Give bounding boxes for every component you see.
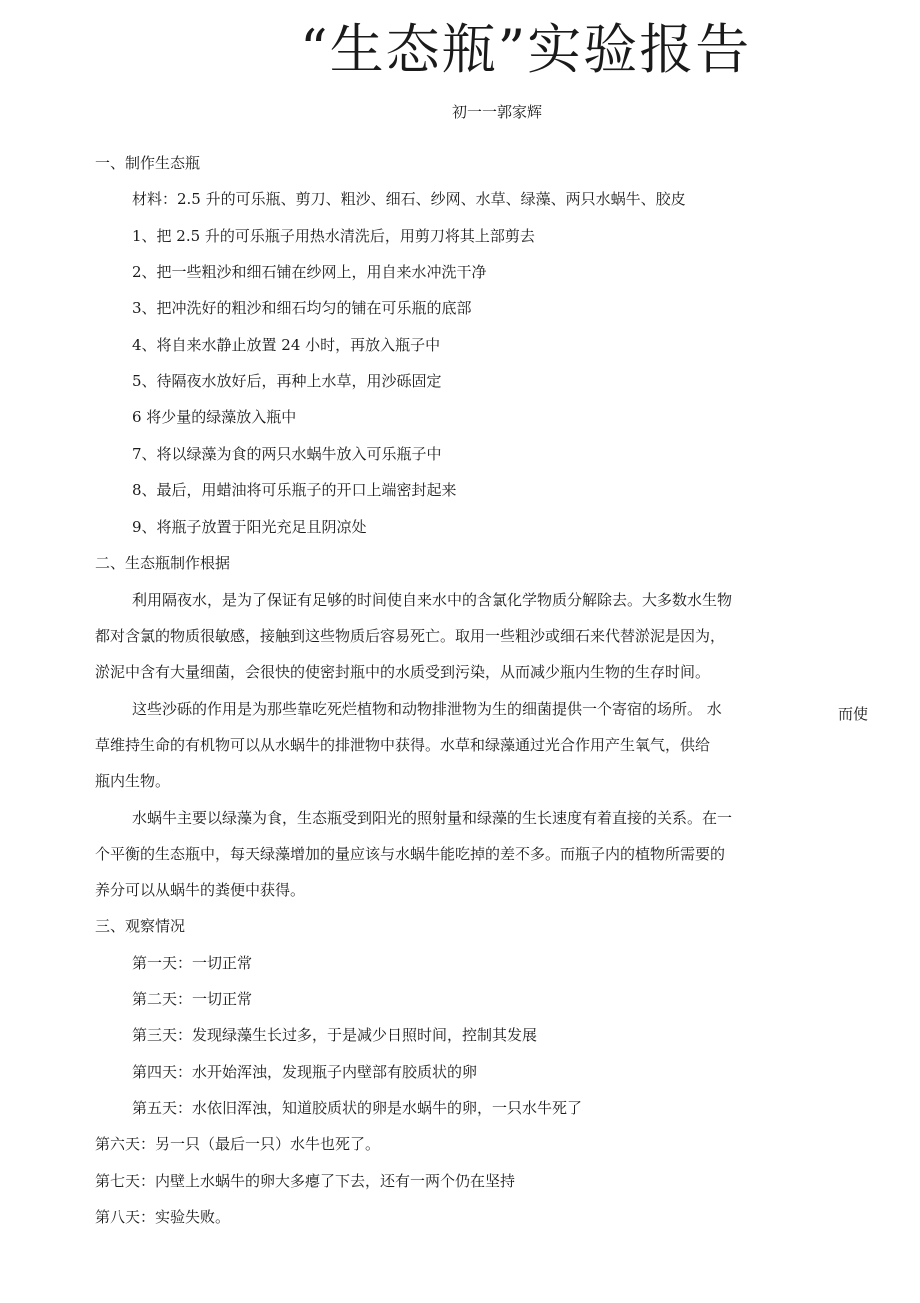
paragraph-line: 草维持生命的有机物可以从水蜗牛的排泄物中获得。水草和绿藻通过光合作用产生氧气，供给 bbox=[95, 736, 711, 754]
step-line: 3、把冲洗好的粗沙和细石均匀的铺在可乐瓶的底部 bbox=[132, 299, 472, 317]
side-note: 而使 bbox=[838, 705, 869, 723]
step-line: 4、将自来水静止放置 24 小时，再放入瓶子中 bbox=[132, 336, 441, 354]
observation-line: 第七天：内壁上水蜗牛的卵大多瘪了下去，还有一两个仍在坚持 bbox=[95, 1172, 516, 1190]
observation-line: 第三天：发现绿藻生长过多，于是减少日照时间，控制其发展 bbox=[132, 1026, 538, 1044]
section-heading: 一、制作生态瓶 bbox=[95, 154, 201, 172]
paragraph-line: 都对含氯的物质很敏感，接触到这些物质后容易死亡。取用一些粗沙或细石来代替淤泥是因为， bbox=[95, 627, 726, 645]
step-line: 2、把一些粗沙和细石铺在纱网上，用自来水冲洗干净 bbox=[132, 263, 487, 281]
observation-line: 第四天：水开始浑浊，发现瓶子内壁部有胶质状的卵 bbox=[132, 1063, 478, 1081]
observation-line: 第八天：实验失败。 bbox=[95, 1208, 231, 1226]
step-line: 7、将以绿藻为食的两只水蜗牛放入可乐瓶子中 bbox=[132, 445, 442, 463]
paragraph-line: 瓶内生物。 bbox=[95, 772, 171, 790]
paragraph-line: 个平衡的生态瓶中，每天绿藻增加的量应该与水蜗牛能吃掉的差不多。而瓶子内的植物所需要的 bbox=[95, 845, 726, 863]
step-line: 9、将瓶子放置于阳光充足且阴凉处 bbox=[132, 518, 367, 536]
author-line: 初一一郭家辉 bbox=[452, 103, 543, 121]
observation-line: 第二天：一切正常 bbox=[132, 990, 253, 1008]
observation-line: 第六天：另一只（最后一只）水牛也死了。 bbox=[95, 1135, 381, 1153]
step-line: 5、待隔夜水放好后，再种上水草，用沙砾固定 bbox=[132, 372, 442, 390]
report-title: “生态瓶”实验报告 bbox=[300, 18, 752, 81]
observation-line: 第一天：一切正常 bbox=[132, 954, 253, 972]
section-heading: 二、生态瓶制作根据 bbox=[95, 554, 231, 572]
paragraph-line: 水蜗牛主要以绿藻为食，生态瓶受到阳光的照射量和绿藻的生长速度有着直接的关系。在一 bbox=[132, 809, 733, 827]
paragraph-line: 利用隔夜水，是为了保证有足够的时间使自来水中的含氯化学物质分解除去。大多数水生物 bbox=[132, 591, 733, 609]
section-heading: 三、观察情况 bbox=[95, 917, 186, 935]
materials-line: 材料：2.5 升的可乐瓶、剪刀、粗沙、细石、纱网、水草、绿藻、两只水蜗牛、胶皮 bbox=[132, 190, 686, 208]
observation-line: 第五天：水依旧浑浊，知道胶质状的卵是水蜗牛的卵，一只水牛死了 bbox=[132, 1099, 583, 1117]
paragraph-line: 养分可以从蜗牛的粪便中获得。 bbox=[95, 881, 306, 899]
step-line: 1、把 2.5 升的可乐瓶子用热水清洗后，用剪刀将其上部剪去 bbox=[132, 227, 535, 245]
paragraph-line: 淤泥中含有大量细菌，会很快的使密封瓶中的水质受到污染，从而减少瓶内生物的生存时间。 bbox=[95, 663, 711, 681]
step-line: 6 将少量的绿藻放入瓶中 bbox=[132, 408, 297, 426]
paragraph-line: 这些沙砾的作用是为那些靠吃死烂植物和动物排泄物为生的细菌提供一个寄宿的场所。 水 bbox=[132, 700, 722, 718]
step-line: 8、最后，用蜡油将可乐瓶子的开口上端密封起来 bbox=[132, 481, 457, 499]
